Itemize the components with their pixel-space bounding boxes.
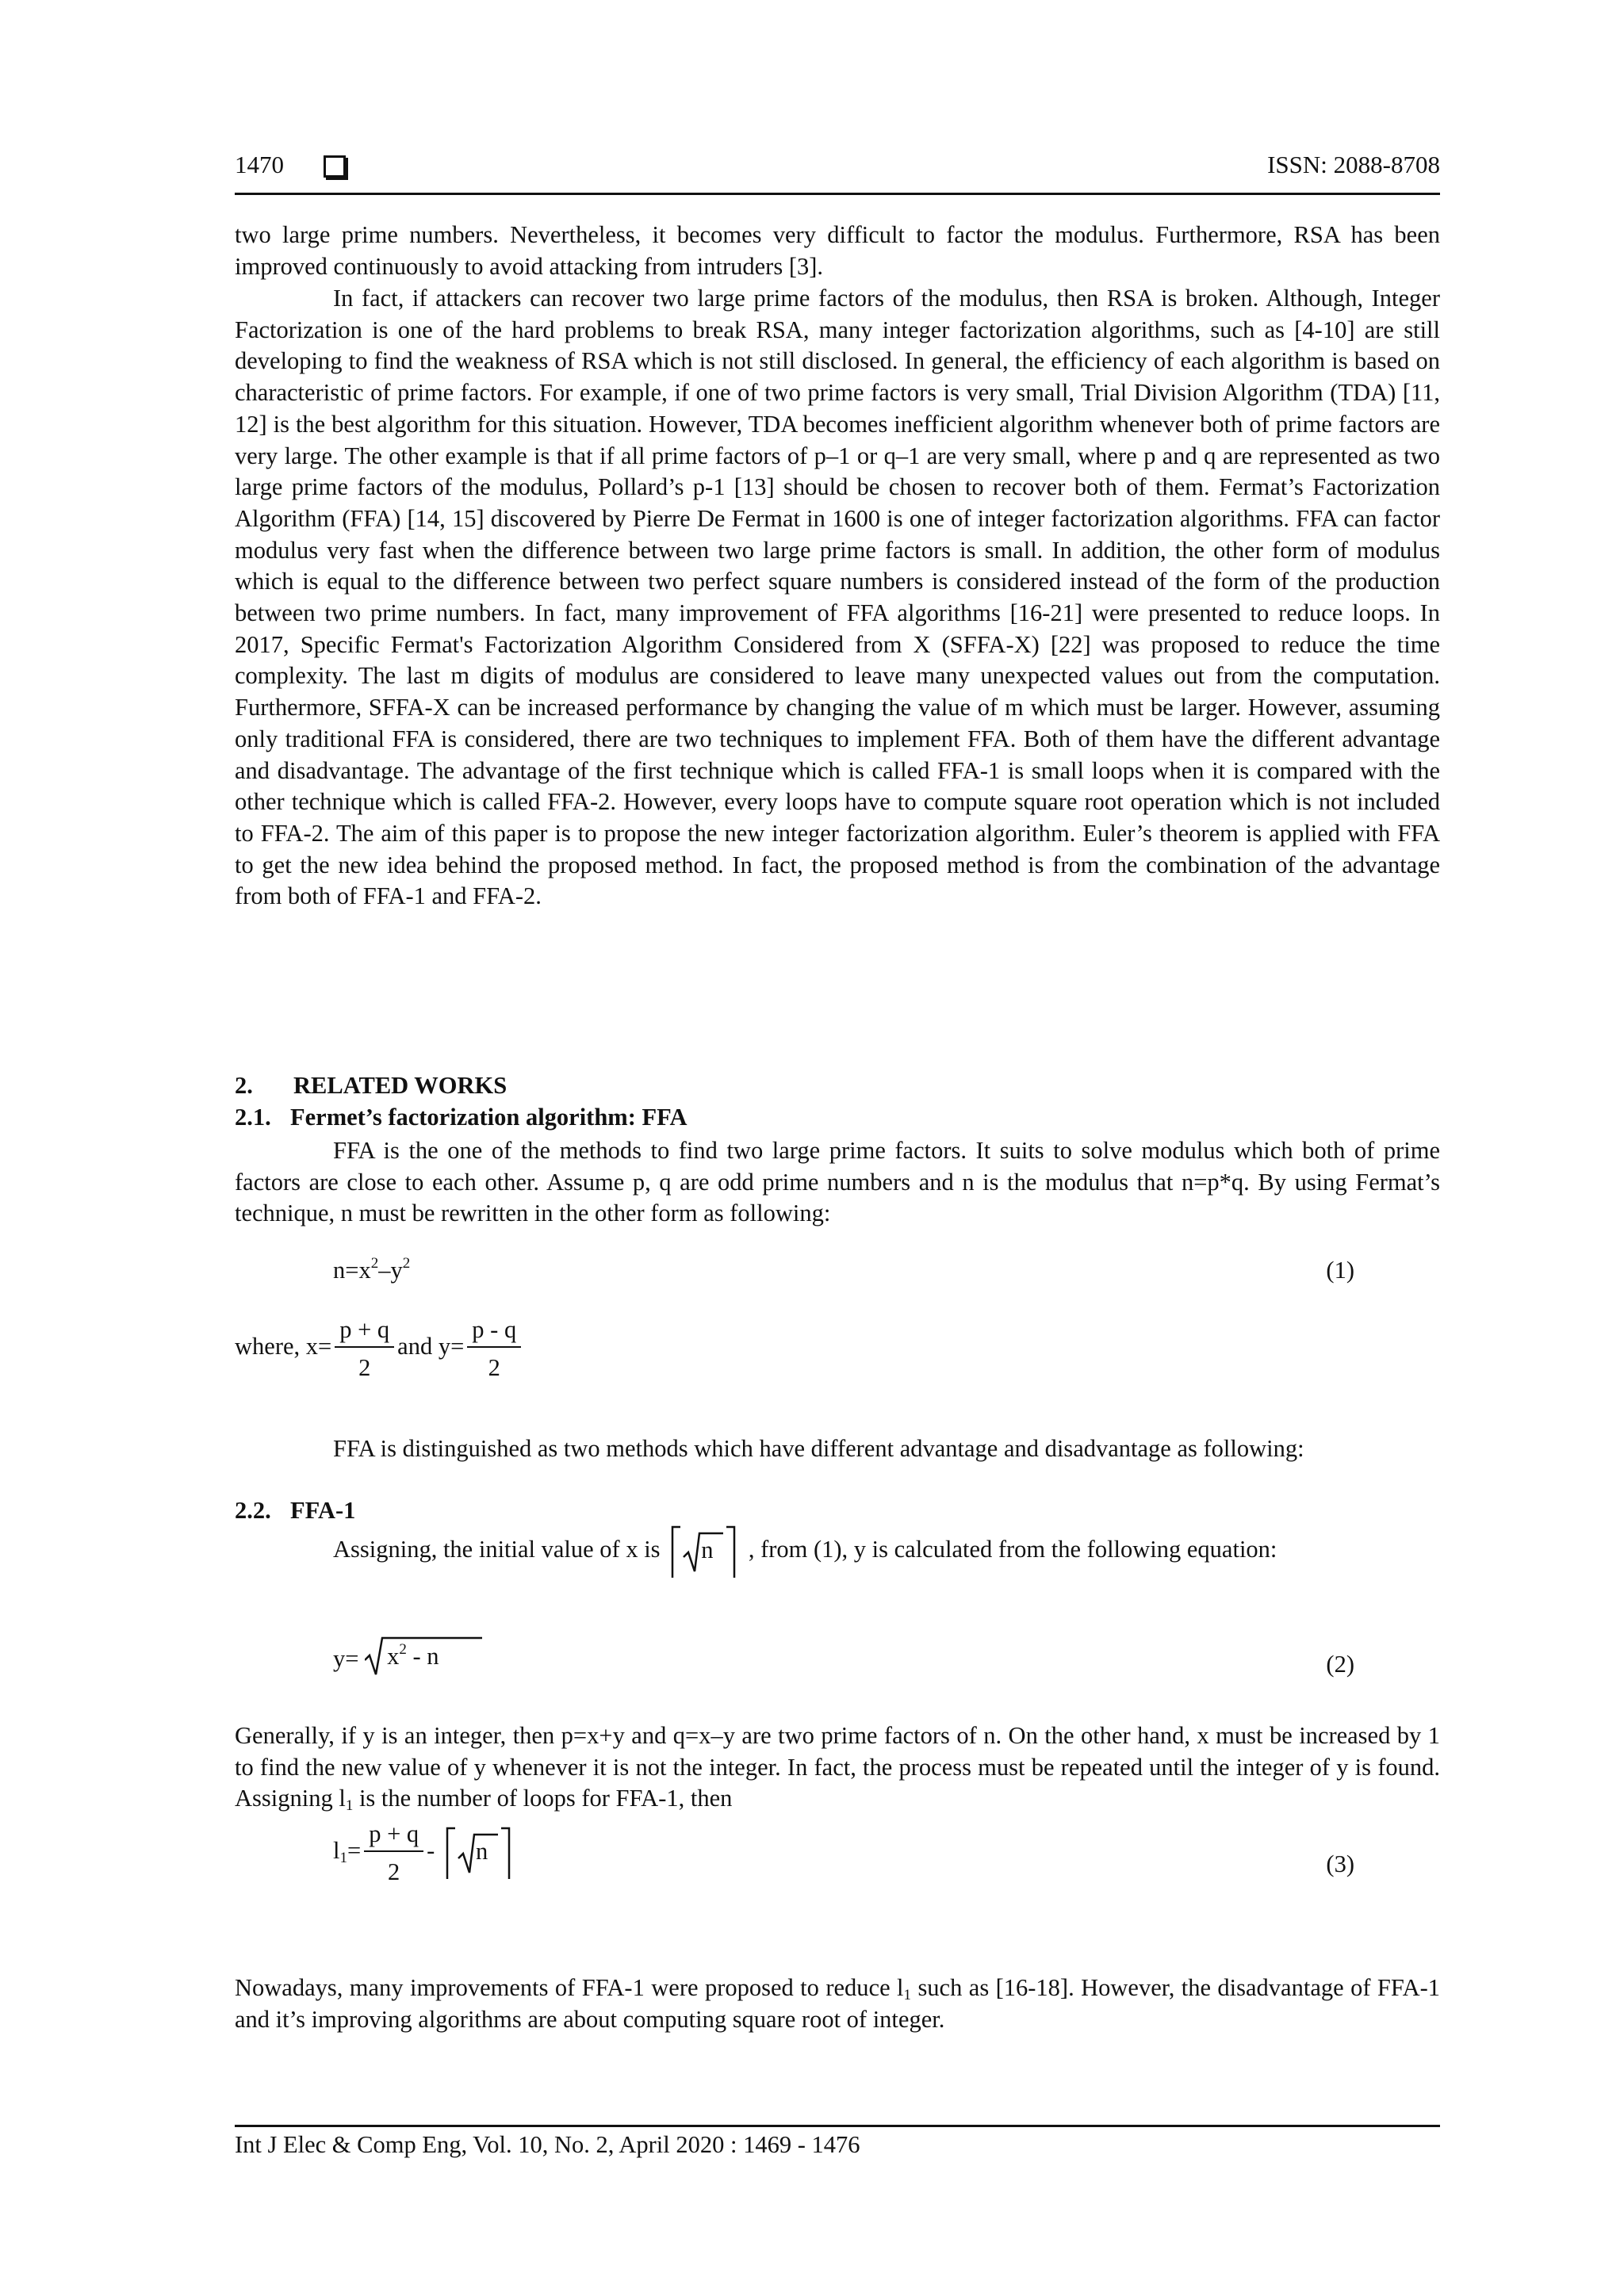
paragraph-6: Nowadays, many improvements of FFA-1 were proposed to reduce $l_1$ such as [16-18]. However, the disadvantage of FFA-1 and it’s improving algorithms are about computing square root of integer. [235, 1974, 1441, 2033]
section-number: 2.1. [235, 1104, 271, 1131]
footer-citation: Int J Elec & Comp Eng, Vol. 10, No. 2, April 2020 : 1469 - 1476 [235, 2131, 860, 2158]
section-title: Fermet’s factorization algorithm: FFA [290, 1104, 688, 1131]
section-number: 2. [235, 1072, 253, 1099]
footer-rule [235, 2125, 1440, 2127]
sqrt-expression: $x^2$ - n [365, 1641, 484, 1681]
paragraph-4: FFA is distinguished as two methods which have different advantage and disadvantage as following: [333, 1435, 1304, 1462]
paragraph-1: two large prime numbers. Nevertheless, it becomes very difficult to factor the modulus. Furthermore, RSA has been improved continuously to avoid attacking from intruders [3]. [235, 221, 1440, 280]
equation-2-number: (2) [1326, 1651, 1354, 1678]
paragraph-3: FFA is the one of the methods to find two large prime factors. It suits to solve modulus which both of prime factors are close to each other. Assume p, q are odd prime numbers and n is the modulus that n=p*q. By using Fermat’s technique, n must be rewritten in the other form as following: [235, 1137, 1440, 1227]
equation-1: $n=x^2-y^2$ [333, 1255, 411, 1284]
equation-1-number: (1) [1326, 1257, 1354, 1284]
section-title: RELATED WORKS [293, 1072, 508, 1099]
where-definition: where, x= $\frac{p + q}{2}$ and y= $\frac{p - q}{2}$ [235, 1316, 524, 1381]
header-rule [235, 193, 1440, 195]
section-2-heading [235, 1072, 507, 1100]
ceiling-sqrt-n: n [441, 1825, 517, 1881]
page-number: 1470 [235, 151, 284, 178]
assigning-line: Assigning, the initial value of x is n , from (1), y is calculated from the following equation: [333, 1524, 1277, 1579]
page-header [235, 151, 1440, 189]
fraction-y: $\frac{p - q}{2}$ [467, 1316, 521, 1381]
paragraph-2: In fact, if attackers can recover two large prime factors of the modulus, then RSA is broken. Although, Integer Factorization is one of the hard problems to break RSA, many integer factorization algorithms, such as [4-10] are still developing to find the weakness of RSA which is not still disclosed. In general, the efficiency of each algorithm is based on characteristic of prime factors. For example, if one of two prime factors is very small, Trial Division Algorithm (TDA) [11, 12] is the best algorithm for this situation. However, TDA becomes inefficient algorithm whenever both of prime factors are very large. The other example is that if all prime factors of p–1 or q–1 are very small, where p and q are represented as two large prime factors of the modulus, Pollard’s p-1 [13] should be chosen to recover both of them. Fermat’s Factorization Algorithm (FFA) [14, 15] discovered by Pierre De Fermat in 1600 is one of integer factorization algorithms. FFA can factor modulus very fast when the difference between two large prime factors is small. In addition, the other form of modulus which is equal to the difference between two perfect square numbers is considered instead of the form of the production between two prime numbers. In fact, many improvement of FFA algorithms [16-21] were presented to reduce loops. In 2017, Specific Fermat's Factorization Algorithm Considered from X (SFFA-X) [22] was proposed to reduce the time complexity. The last m digits of modulus are considered to leave many unexpected values out from the computation. Furthermore, SFFA-X can be increased performance by changing the value of m which must be larger. However, assuming only traditional FFA is considered, there are two techniques to implement FFA. Both of them have the different advantage and disadvantage. The advantage of the first technique which is called FFA-1 is small loops when it is compared with the other technique which is called FFA-2. However, every loops have to compute square root operation which is not included to FFA-2. The aim of this paper is to propose the new integer factorization algorithm. Euler’s theorem is applied with FFA to get the new idea behind the proposed method. In fact, the proposed method is from the combination of the advantage from both of FFA-1 and FFA-2. [235, 285, 1440, 910]
paragraph-5: Generally, if y is an integer, then p=x+y and q=x–y are two prime factors of n. On the other hand, x must be increased by 1 to find the new value of y whenever it is not the integer. In fact, the process must be repeated until the integer of y is found. Assigning $l_1$ is the number of loops for FFA-1, then [235, 1722, 1440, 1815]
fraction-l1: $\frac{p + q}{2}$ [364, 1820, 423, 1885]
equation-3: $l_1=$ $\frac{p + q}{2}$ - n [333, 1820, 517, 1885]
section-2-2-heading [235, 1497, 355, 1525]
equation-3-number: (3) [1326, 1850, 1354, 1877]
section-2-1-heading [235, 1104, 688, 1131]
square-bullet-icon [324, 155, 346, 178]
section-title: FFA-1 [290, 1497, 356, 1524]
section-number: 2.2. [235, 1497, 271, 1524]
issn-label: ISSN: 2088-8708 [1267, 151, 1440, 178]
equation-2: y= $x^2$ - n [333, 1641, 484, 1681]
ceiling-sqrt-n: n [666, 1524, 742, 1579]
fraction-x: $\frac{p + q}{2}$ [335, 1316, 394, 1381]
